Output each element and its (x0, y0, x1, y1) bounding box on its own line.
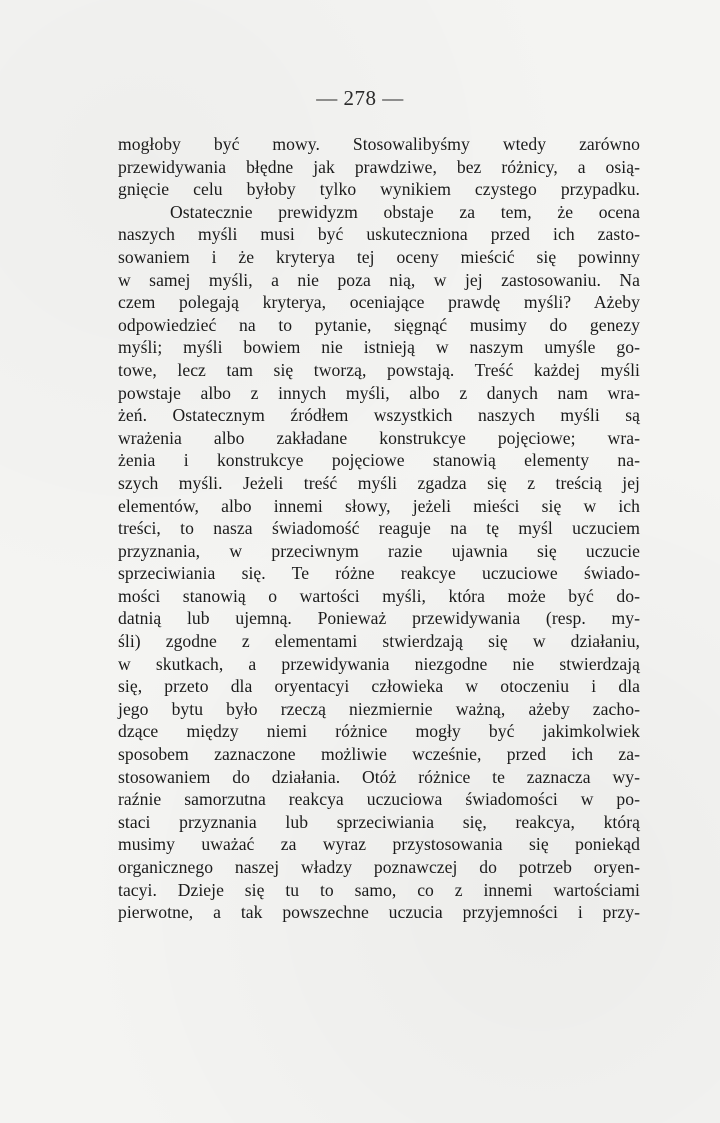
text-line: żeń. Ostatecznym źródłem wszystkich naszych myśli są (118, 405, 640, 426)
text-line: datnią lub ujemną. Ponieważ przewidywania (resp. my- (118, 608, 640, 629)
text-line: treści, to nasza świadomość reaguje na tę myśl uczuciem (118, 518, 640, 539)
text-line: pierwotne, a tak powszechne uczucia przyjemności i przy- (118, 902, 640, 923)
text-line: sposobem zaznaczone możliwie wcześnie, przed ich za- (118, 744, 640, 765)
text-line: czem polegają kryterya, oceniające prawdę myśli? Ażeby (118, 292, 640, 313)
text-line: żenia i konstrukcye pojęciowe stanowią elementy na- (118, 450, 640, 471)
text-line: przewidywania błędne jak prawdziwe, bez różnicy, a osią- (118, 156, 640, 177)
text-line: wrażenia albo zakładane konstrukcye pojęciowe; wra- (118, 427, 640, 448)
text-line: w skutkach, a przewidywania niezgodne nie stwierdzają (118, 653, 640, 674)
text-line: musimy uważać za wyraz przystosowania się poniekąd (118, 834, 640, 855)
text-line: szych myśli. Jeżeli treść myśli zgadza się z treścią jej (118, 472, 640, 493)
text-line: tacyi. Dzieje się tu to samo, co z innemi wartościami (118, 879, 640, 900)
text-line: w samej myśli, a nie poza nią, w jej zastosowaniu. Na (118, 269, 640, 290)
body-text (118, 133, 640, 924)
text-line: Ostatecznie prewidyzm obstaje za tem, że ocena (170, 201, 640, 222)
text-line: towe, lecz tam się tworzą, powstają. Treść każdej myśli (118, 359, 640, 380)
text-line: dzące między niemi różnice mogły być jakimkolwiek (118, 721, 640, 742)
text-line: elementów, albo innemi słowy, jeżeli mieści się w ich (118, 495, 640, 516)
text-line: raźnie samorzutna reakcya uczuciowa świadomości w po- (118, 789, 640, 810)
text-line: śli) zgodne z elementami stwierdzają się w działaniu, (118, 631, 640, 652)
text-line: się, przeto dla oryentacyi człowieka w otoczeniu i dla (118, 676, 640, 697)
text-line: mości stanowią o wartości myśli, która może być do- (118, 585, 640, 606)
text-line: stosowaniem do działania. Otóż różnice te zaznacza wy- (118, 766, 640, 787)
text-line: przyznania, w przeciwnym razie ujawnia się uczucie (118, 540, 640, 561)
text-line: odpowiedzieć na to pytanie, sięgnąć musimy do genezy (118, 314, 640, 335)
text-line: organicznego naszej władzy poznawczej do potrzeb oryen- (118, 857, 640, 877)
text-line: sprzeciwiania się. Te różne reakcye uczuciowe świado- (118, 563, 640, 584)
text-line: mogłoby być mowy. Stosowalibyśmy wtedy zarówno (118, 134, 640, 154)
text-line: jego bytu było rzeczą niezmiernie ważną, ażeby zacho- (118, 698, 640, 719)
text-line: gnięcie celu byłoby tylko wynikiem czystego przypadku. (118, 179, 640, 200)
page-number: — 278 — (316, 86, 404, 110)
text-line: powstaje albo z innych myśli, albo z danych nam wra- (118, 382, 640, 403)
text-line: naszych myśli musi być uskuteczniona przed ich zasto- (118, 224, 640, 245)
text-line: sowaniem i że kryterya tej oceny mieścić się powinny (118, 246, 640, 267)
text-line: myśli; myśli bowiem nie istnieją w naszym umyśle go- (118, 337, 640, 358)
text-line: staci przyznania lub sprzeciwiania się, reakcya, którą (118, 811, 640, 832)
